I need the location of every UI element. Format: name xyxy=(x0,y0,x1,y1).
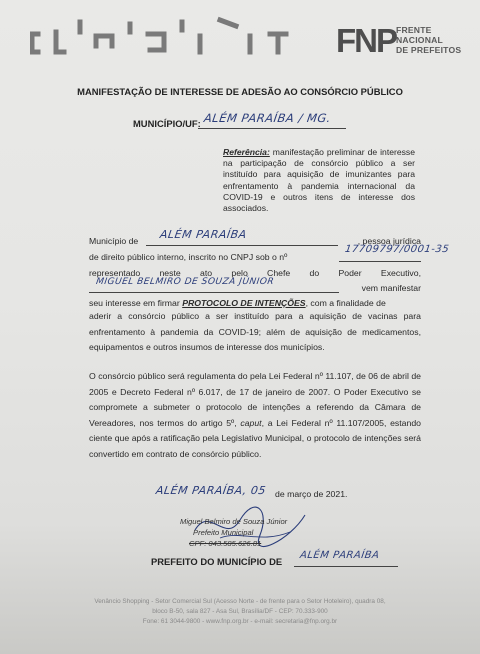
referencia-text: manifestação preliminar de interesse na participação de consórcio público a ser instituído para aquisição de imunizantes para enfrentamento à pandemia internacional da COVID-19 e outros itens de interesse dos associados. xyxy=(223,147,415,214)
cnpj-label: de direito público interno, inscrito no CNPJ sob o nº xyxy=(89,252,288,262)
prefeito-handwritten: ALÉM PARAÍBA xyxy=(299,550,381,561)
signatory-cpf: CPF: 043.585.626.81 xyxy=(189,539,262,548)
municipio-line xyxy=(198,128,346,129)
logo-line-2: NACIONAL xyxy=(396,35,443,45)
representante-line xyxy=(89,292,339,293)
date-handwritten: ALÉM PARAÍBA, 05 xyxy=(155,484,267,497)
prefeito-label: PREFEITO DO MUNICÍPIO DE xyxy=(151,556,283,567)
footer-address xyxy=(0,597,480,627)
fnp-logo-text xyxy=(396,25,461,55)
header-decoration xyxy=(30,14,300,58)
logo-line-3: DE PREFEITOS xyxy=(396,45,462,55)
paragraph2-pre: O consórcio público será regulamenta do pela Lei Federal nº 11.107, de 06 de abril de 2005 e Decreto Federal nº 6.017, de 17 de janeiro de 2007. O Poder Executivo se compromete a submeter o protocolo de intenções a referendo da Câmara de Vereadores, nos termos do artigo 5º, xyxy=(89,371,421,428)
referencia-block xyxy=(223,147,415,214)
logo-line-1: FRENTE xyxy=(396,25,432,35)
municipio-handwritten: ALÉM PARAÍBA / MG. xyxy=(203,111,333,125)
footer-line-3: Fone: 61 3044-9800 - www.fnp.org.br - e-mail: secretaria@fnp.org.br xyxy=(142,618,338,625)
cnpj-handwritten: 17709797/0001-35 xyxy=(344,244,450,255)
paragraph2-post: , a Lei Federal nº 11.107/2005, estando ciente que após a ratificação pela Legislativo Municipal, o protocolo de intenções será convertido em contrato de consórcio público. xyxy=(89,417,421,459)
municipio-label: MUNICÍPIO/UF: xyxy=(133,118,201,129)
finalidade-text: , com a finalidade de xyxy=(305,298,386,308)
pessoa-juridica-label: , pessoa jurídica xyxy=(357,236,421,246)
municipio-field-handwritten: ALÉM PARAÍBA xyxy=(159,228,248,241)
paragraph2 xyxy=(89,369,421,462)
footer-line-2: bloco B-50, sala 827 - Asa Sul, Brasília/DF - CEP: 70.333-900 xyxy=(152,608,328,615)
paragraph1-line3: representado neste ato pelo Chefe do Poder Executivo, xyxy=(89,268,421,278)
prefeito-line xyxy=(294,566,398,567)
signatory-name: Miguel Belmiro de Souza Júnior xyxy=(180,517,288,526)
paragraph1-line5 xyxy=(89,298,421,308)
referencia-label: Referência: xyxy=(223,147,270,157)
document-title: MANIFESTAÇÃO DE INTERESSE DE ADESÃO AO CONSÓRCIO PÚBLICO xyxy=(77,86,403,97)
vem-manifestar-label: vem manifestar xyxy=(361,283,421,293)
footer-line-1: Venâncio Shopping - Setor Comercial Sul (Acesso Norte - de frente para o Setor Hoteleiro), quadra 08, xyxy=(94,598,386,605)
protocolo-intencoes: PROTOCOLO DE INTENÇÕES xyxy=(182,298,306,308)
fnp-logo: FNP xyxy=(336,22,396,59)
cnpj-line xyxy=(339,261,421,262)
interesse-text: seu interesse em firmar xyxy=(89,298,180,308)
signatory-role: Prefeito Municipal xyxy=(193,528,254,537)
municipio-field-line xyxy=(146,245,338,246)
paragraph1-rest: aderir a consórcio público a ser instituído para a aquisição de vacinas para enfrentamento à pandemia da COVID-19; além de aquisição de medicamentos, equipamentos e outros insumos de interesse dos municípios. xyxy=(89,311,421,352)
representante-handwritten: MIGUEL BELMIRO DE SOUZA JÚNIOR xyxy=(95,277,275,287)
caput-word: caput xyxy=(240,417,262,428)
municipio-de-label: Município de xyxy=(89,236,139,246)
date-text: de março de 2021. xyxy=(275,489,348,499)
